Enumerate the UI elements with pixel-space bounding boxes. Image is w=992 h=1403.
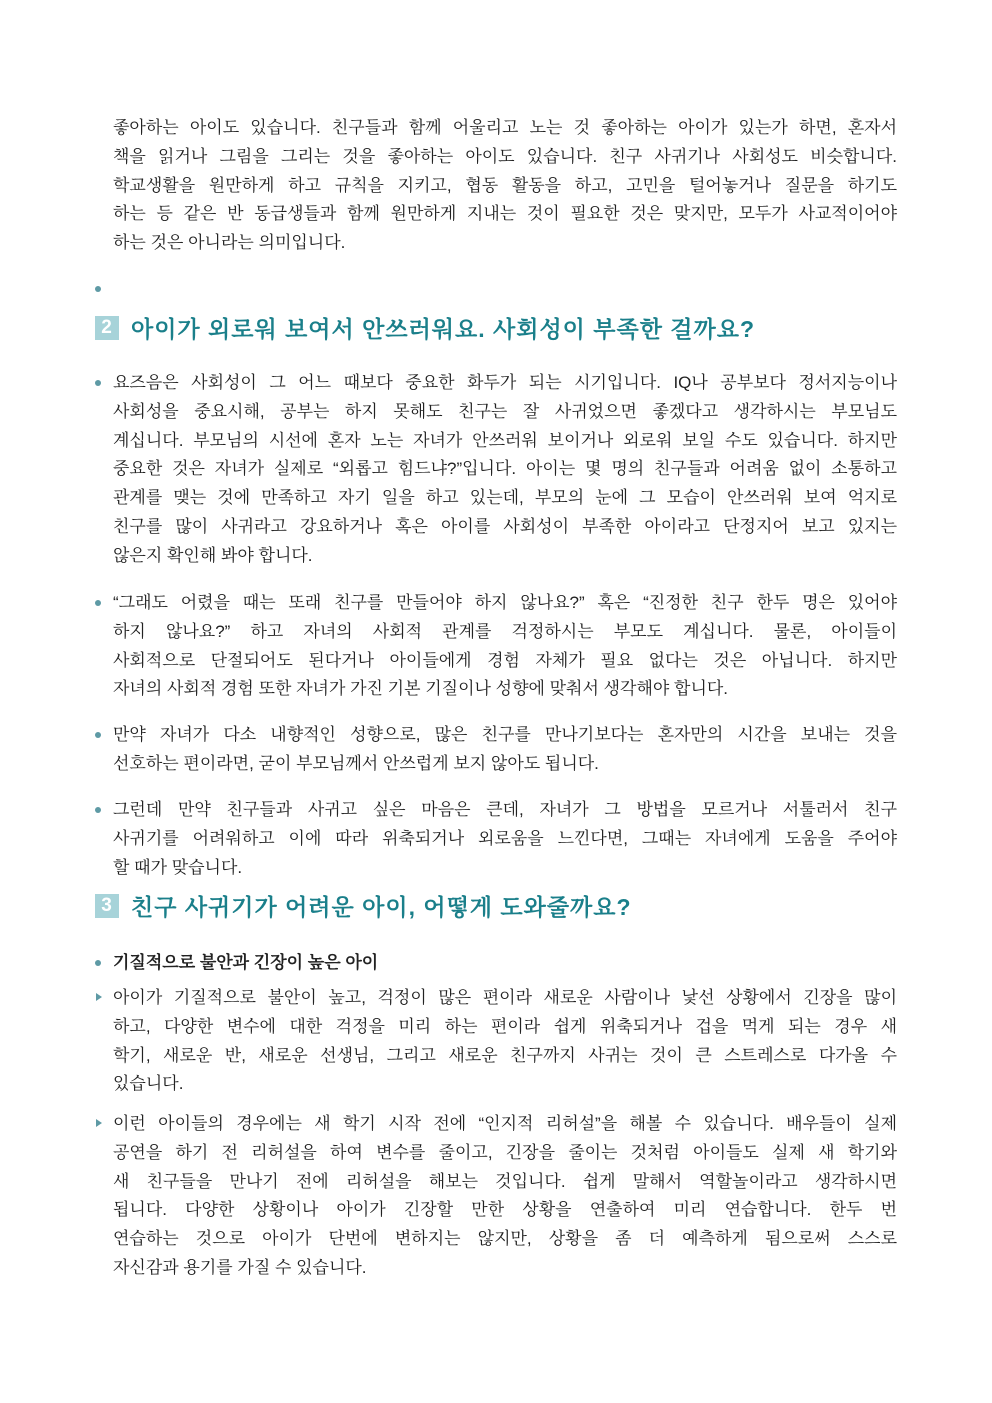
text-line: 사회적으로 단절되어도 된다거나 아이들에게 경험 자체가 필요 없다는 것은 아닙니다. 하지만 [113,650,897,670]
text-line: 책을 읽거나 그림을 그리는 것을 좋아하는 아이도 있습니다. 친구 사귀기나 사회성도 비슷합니다. [113,146,897,166]
text-line: 연습하는 것으로 아이가 단번에 변하지는 않지만, 상황을 좀 더 예측하게 됨으로써 스스로 [113,1229,897,1249]
text-line: 않은지 확인해 봐야 합니다. [113,545,313,565]
text-line: 계십니다. 부모님의 시선에 혼자 노는 자녀가 안쓰러워 보이거나 외로워 보일 수도 있습니다. 하지만 [113,430,897,450]
section-2-heading [95,311,755,344]
bullet-icon [95,380,101,386]
text-line: 하는 등 같은 반 동급생들과 함께 원만하게 지내는 것이 필요한 것은 맞지만, 모두가 사교적이어야 [113,204,897,224]
text-line: 됩니다. 다양한 상황이나 아이가 긴장할 만한 상황을 연출하여 미리 연습합니다. 한두 번 [113,1200,897,1220]
text-line: “그래도 어렸을 때는 또래 친구를 만들어야 하지 않나요?” 혹은 “진정한 친구 한두 명은 있어야 [113,593,897,612]
text-line: 하는 것은 아니라는 의미입니다. [113,233,346,253]
text-line: 좋아하는 아이도 있습니다. 친구들과 함께 어울리고 노는 것 좋아하는 아이가 있는가 하면, 혼자서 [113,118,897,137]
bullet-icon [95,286,101,292]
bullet-paragraph [113,369,897,571]
text-line: 사귀기를 어려워하고 이에 따라 위축되거나 외로움을 느낀다면, 그때는 자녀에게 도움을 주어야 [113,828,897,848]
paragraph [113,114,897,258]
text-line: 하지 않나요?” 하고 자녀의 사회적 관계를 걱정하시는 부모도 계십니다. 물론, 아이들이 [113,621,897,641]
text-line: 학기, 새로운 반, 새로운 선생님, 그리고 새로운 친구까지 사귀는 것이 큰 스트레스로 다가올 수 [113,1045,897,1065]
subheading: 기질적으로 불안과 긴장이 높은 아이 [113,949,897,978]
section-title: 친구 사귀기가 어려운 아이, 어떻게 도와줄까요? [131,894,632,920]
text-line: 공연을 하기 전 리허설을 하여 변수를 줄이고, 긴장을 줄이는 것처럼 아이들도 실제 새 학기와 [113,1142,897,1162]
bullet-icon [95,600,101,606]
text-line: 새 친구들을 만나기 전에 리허설을 해보는 것입니다. 쉽게 말해서 역할놀이라고 생각하시면 [113,1171,897,1191]
text-line: 자녀의 사회적 경험 또한 자녀가 가진 기본 기질이나 성향에 맞춰서 생각해야 합니다. [113,679,729,699]
text-line: 아이가 기질적으로 불안이 높고, 걱정이 많은 편이라 새로운 사람이나 낯선 상황에서 긴장을 많이 [113,988,897,1007]
text-line: 친구를 많이 사귀라고 강요하거나 혹은 아이를 사회성이 부족한 아이라고 단정지어 보고 있지는 [113,516,897,536]
bullet-icon [95,807,101,813]
bullet-icon [95,960,101,966]
arrow-item [113,984,897,1099]
section-3-heading [95,889,632,922]
text-line: 선호하는 편이라면, 굳이 부모님께서 안쓰럽게 보지 않아도 됩니다. [113,753,599,773]
text-line: 사회성을 중요시해, 공부는 하지 못해도 친구는 잘 사귀었으면 좋겠다고 생각하시는 부모님도 [113,401,897,421]
bullet-icon [95,732,101,738]
text-line: 있습니다. [113,1074,184,1094]
text-line: 요즈음은 사회성이 그 어느 때보다 중요한 화두가 되는 시기입니다. IQ나 공부보다 정서지능이나 [113,373,897,392]
section-number-badge: 3 [95,894,119,918]
bullet-paragraph [113,721,897,779]
text-line: 학교생활을 원만하게 하고 규칙을 지키고, 협동 활동을 하고, 고민을 털어놓거나 질문을 하기도 [113,175,897,195]
triangle-arrow-icon [96,993,102,1001]
bullet-paragraph [113,796,897,882]
section-number-badge: 2 [95,316,119,340]
arrow-item [113,1110,897,1283]
triangle-arrow-icon [96,1119,102,1127]
text-line: 그런데 만약 친구들과 사귀고 싶은 마음은 큰데, 자녀가 그 방법을 모르거나 서툴러서 친구 [113,800,897,819]
text-line: 관계를 맺는 것에 만족하고 자기 일을 하고 있는데, 부모의 눈에 그 모습이 안쓰러워 보여 억지로 [113,488,897,508]
text-line: 중요한 것은 자녀가 실제로 “외롭고 힘드냐?”입니다. 아이는 몇 명의 친구들과 어려움 없이 소통하고 [113,459,897,479]
text-line: 만약 자녀가 다소 내향적인 성향으로, 많은 친구를 만나기보다는 혼자만의 시간을 보내는 것을 [113,725,897,744]
text-line: 하고, 다양한 변수에 대한 걱정을 미리 하는 편이라 쉽게 위축되거나 겁을 먹게 되는 경우 새 [113,1016,897,1036]
section-title: 아이가 외로워 보여서 안쓰러워요. 사회성이 부족한 걸까요? [131,316,756,342]
text-line: 이런 아이들의 경우에는 새 학기 시작 전에 “인지적 리허설”을 해볼 수 있습니다. 배우들이 실제 [113,1114,897,1133]
text-line: 자신감과 용기를 가질 수 있습니다. [113,1257,367,1277]
bullet-paragraph [113,589,897,704]
text-line: 할 때가 맞습니다. [113,857,243,877]
